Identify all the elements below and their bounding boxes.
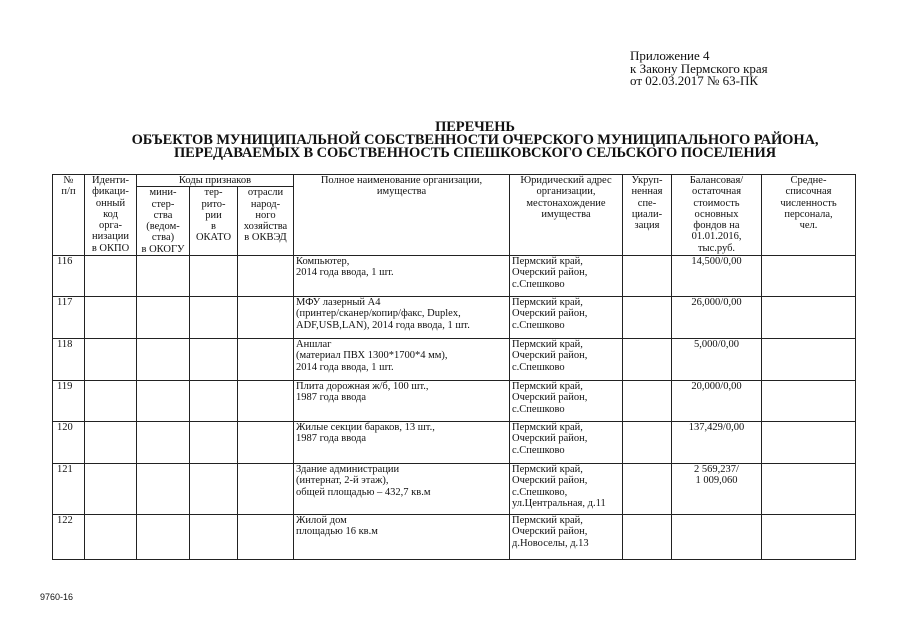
header-line: стер- (151, 198, 175, 210)
table-row (53, 422, 856, 464)
cell-okpo (85, 256, 137, 297)
header-line: тыс.руб. (697, 242, 736, 254)
cell-line: Пермский край, (512, 464, 583, 476)
header-line: остаточная (691, 186, 742, 198)
header-line: списочная (785, 186, 832, 198)
header-balance (672, 175, 762, 256)
title-line: ПЕРЕЧЕНЬ (435, 119, 515, 135)
cell-staff (762, 381, 856, 422)
cell-okato (190, 464, 238, 515)
header-line: спе- (637, 197, 657, 209)
table-row (53, 256, 856, 297)
header-line: циали- (631, 208, 663, 220)
footer-code: 9760-16 (40, 592, 74, 602)
cell-staff (762, 464, 856, 515)
cell-line: с.Спешково (512, 444, 565, 456)
header-line: ного (255, 209, 276, 221)
cell-address (510, 381, 623, 422)
cell-okved (238, 515, 294, 560)
cell-okved (238, 422, 294, 464)
cell-line: с.Спешково (512, 403, 565, 415)
cell-line: 2014 года ввода, 1 шт. (296, 361, 394, 373)
appendix-line: от 02.03.2017 № 63-ПК (630, 73, 759, 88)
cell-balance (672, 339, 762, 381)
row-number: 118 (53, 339, 85, 381)
cell-balance (672, 381, 762, 422)
header-name (294, 175, 510, 256)
cell-line: с.Спешково, (512, 486, 568, 498)
cell-okato (190, 515, 238, 560)
cell-staff (762, 422, 856, 464)
cell-line: Пермский край, (512, 339, 583, 351)
cell-line: Плита дорожная ж/б, 100 шт., (296, 381, 429, 393)
header-line: Полное наименование организации, (320, 175, 483, 186)
cell-okogu (137, 422, 190, 464)
cell-line: (принтер/сканер/копир/факс, Duplex, (296, 308, 461, 320)
cell-line: Компьютер, (296, 256, 350, 268)
header-line: (ведом- (146, 221, 180, 233)
cell-specialization (623, 515, 672, 560)
header-line: Юридический адрес (520, 175, 612, 186)
cell-specialization (623, 422, 672, 464)
header-okved (238, 187, 294, 256)
cell-okogu (137, 515, 190, 560)
cell-okved (238, 464, 294, 515)
cell-line: Очерский район, (512, 308, 588, 320)
cell-line: 137,429/0,00 (688, 422, 745, 434)
table-body (53, 256, 856, 560)
header-num (53, 175, 85, 256)
row-number: 120 (53, 422, 85, 464)
cell-specialization (623, 381, 672, 422)
header-line: код (103, 208, 118, 220)
cell-line: 26,000/0,00 (691, 297, 742, 309)
cell-line: Очерский район, (512, 267, 588, 279)
header-okato (190, 187, 238, 256)
header-line: имущества (541, 208, 591, 220)
cell-line: Жилой дом (296, 515, 347, 527)
table-row (53, 381, 856, 422)
header-line: местонахождение (526, 197, 606, 209)
cell-line: (материал ПВХ 1300*1700*4 мм), (296, 350, 448, 362)
header-line: № (63, 175, 74, 186)
cell-balance (672, 422, 762, 464)
header-specialization (623, 175, 672, 256)
cell-okved (238, 381, 294, 422)
cell-name (294, 297, 510, 339)
header-line: отрасли (247, 187, 284, 199)
title-line: ОБЪЕКТОВ МУНИЦИПАЛЬНОЙ СОБСТВЕННОСТИ ОЧЕРСКОГО МУНИЦИПАЛЬНОГО РАЙОНА, (131, 132, 819, 148)
cell-line: Аншлаг (296, 339, 332, 351)
cell-okogu (137, 297, 190, 339)
cell-okved (238, 256, 294, 297)
cell-staff (762, 256, 856, 297)
cell-line: 5,000/0,00 (694, 339, 739, 351)
cell-line: Очерский район, (512, 433, 588, 445)
cell-okpo (85, 515, 137, 560)
table-row (53, 464, 856, 515)
cell-okato (190, 339, 238, 381)
cell-okato (190, 297, 238, 339)
row-number: 117 (53, 297, 85, 339)
header-line: орга- (99, 220, 122, 232)
cell-line: Жилые секции бараков, 13 шт., (296, 422, 435, 434)
header-line: Иденти- (92, 175, 129, 186)
cell-specialization (623, 297, 672, 339)
cell-line: Здание администрации (296, 464, 400, 476)
cell-line: Очерский район, (512, 526, 588, 538)
cell-okogu (137, 339, 190, 381)
header-okpo (85, 175, 137, 256)
cell-line: 1987 года ввода (296, 392, 367, 404)
cell-line: площадью 16 кв.м (296, 526, 378, 538)
header-okogu (137, 187, 190, 256)
header-line: стоимость (693, 197, 740, 209)
header-line: п/п (61, 186, 76, 198)
header-line: ненная (631, 186, 663, 198)
cell-name (294, 515, 510, 560)
cell-line: 1987 года ввода (296, 433, 367, 445)
cell-okpo (85, 297, 137, 339)
header-line: Укруп- (631, 175, 663, 186)
header-line: 01.01.2016, (691, 231, 742, 243)
cell-address (510, 515, 623, 560)
header-line: низации (92, 231, 129, 243)
cell-okpo (85, 381, 137, 422)
header-line: ОКАТО (195, 232, 232, 244)
cell-okved (238, 297, 294, 339)
header-line: фондов на (693, 220, 740, 232)
cell-okpo (85, 464, 137, 515)
header-line: в (211, 221, 216, 233)
header-line: ства) (151, 232, 175, 244)
cell-line: Пермский край, (512, 381, 583, 393)
cell-balance (672, 464, 762, 515)
header-line: рии (205, 209, 222, 221)
cell-specialization (623, 339, 672, 381)
cell-line: Очерский район, (512, 392, 588, 404)
cell-okato (190, 256, 238, 297)
cell-okpo (85, 422, 137, 464)
header-line: организации, (536, 186, 596, 198)
header-line: чел. (799, 220, 818, 232)
header-line: Балансовая/ (689, 175, 744, 186)
title-line: ПЕРЕДАВАЕМЫХ В СОБСТВЕННОСТЬ СПЕШКОВСКОГО СЕЛЬСКОГО ПОСЕЛЕНИЯ (173, 145, 777, 161)
header-codes: Коды признаков (137, 175, 294, 187)
property-list-table (52, 174, 856, 560)
header-line: рито- (201, 198, 226, 210)
row-number: 116 (53, 256, 85, 297)
cell-staff (762, 297, 856, 339)
cell-line: Очерский район, (512, 350, 588, 362)
document-title (95, 121, 855, 160)
cell-line: с.Спешково (512, 319, 565, 331)
cell-line: Очерский район, (512, 475, 588, 487)
cell-staff (762, 339, 856, 381)
table-row (53, 339, 856, 381)
header-line: в ОКОГУ (141, 243, 185, 255)
cell-line: 2 569,237/ (694, 464, 739, 476)
header-staff (762, 175, 856, 256)
appendix-line: Приложение 4 (630, 48, 710, 63)
cell-line: 14,500/0,00 (691, 256, 742, 268)
cell-name (294, 381, 510, 422)
table-row (53, 515, 856, 560)
row-number: 121 (53, 464, 85, 515)
cell-name (294, 339, 510, 381)
cell-line: ул.Центральная, д.11 (512, 497, 606, 509)
cell-balance (672, 297, 762, 339)
header-line: основных (694, 208, 739, 220)
cell-address (510, 339, 623, 381)
cell-okved (238, 339, 294, 381)
cell-line: с.Спешково (512, 361, 565, 373)
cell-line: ADF,USB,LAN), 2014 года ввода, 1 шт. (296, 319, 470, 331)
cell-line: 2014 года ввода, 1 шт. (296, 267, 394, 279)
header-line: фикаци- (92, 186, 129, 198)
cell-line: 1 009,060 (695, 475, 738, 487)
cell-address (510, 256, 623, 297)
cell-okogu (137, 464, 190, 515)
cell-line: общей площадью – 432,7 кв.м (296, 486, 431, 498)
header-line: в ОКВЭД (244, 232, 287, 244)
cell-balance (672, 256, 762, 297)
header-line: народ- (250, 198, 281, 210)
cell-address (510, 422, 623, 464)
row-number: 119 (53, 381, 85, 422)
header-line: Средне- (790, 175, 827, 186)
cell-okato (190, 422, 238, 464)
header-line: в ОКПО (91, 242, 130, 254)
cell-line: 20,000/0,00 (691, 381, 742, 393)
header-line: персонала, (784, 208, 833, 220)
row-number: 122 (53, 515, 85, 560)
cell-line: Пермский край, (512, 297, 583, 309)
header-line: хозяйства (243, 221, 288, 233)
header-line: онный (95, 197, 126, 209)
cell-line: Пермский край, (512, 256, 583, 268)
cell-line: МФУ лазерный А4 (296, 297, 381, 309)
cell-address (510, 464, 623, 515)
cell-line: с.Спешково (512, 278, 565, 290)
cell-specialization (623, 256, 672, 297)
header-line: ства (153, 209, 173, 221)
appendix-line: к Закону Пермского края (630, 60, 768, 76)
cell-okato (190, 381, 238, 422)
cell-address (510, 297, 623, 339)
cell-okogu (137, 256, 190, 297)
cell-name (294, 256, 510, 297)
cell-specialization (623, 464, 672, 515)
cell-line: (интернат, 2-й этаж), (296, 475, 389, 487)
cell-line: Пермский край, (512, 422, 583, 434)
table-row (53, 297, 856, 339)
cell-balance (672, 515, 762, 560)
header-line: зация (634, 220, 660, 232)
appendix-note (630, 50, 768, 88)
cell-line: д.Новоселы, д.13 (512, 537, 589, 549)
cell-okpo (85, 339, 137, 381)
cell-okogu (137, 381, 190, 422)
header-address (510, 175, 623, 256)
header-line: имущества (376, 186, 427, 198)
header-line: численность (780, 197, 837, 209)
header-line: тер- (204, 187, 223, 199)
cell-name (294, 422, 510, 464)
cell-staff (762, 515, 856, 560)
header-line: мини- (149, 187, 177, 199)
cell-name (294, 464, 510, 515)
cell-line: Пермский край, (512, 515, 583, 527)
